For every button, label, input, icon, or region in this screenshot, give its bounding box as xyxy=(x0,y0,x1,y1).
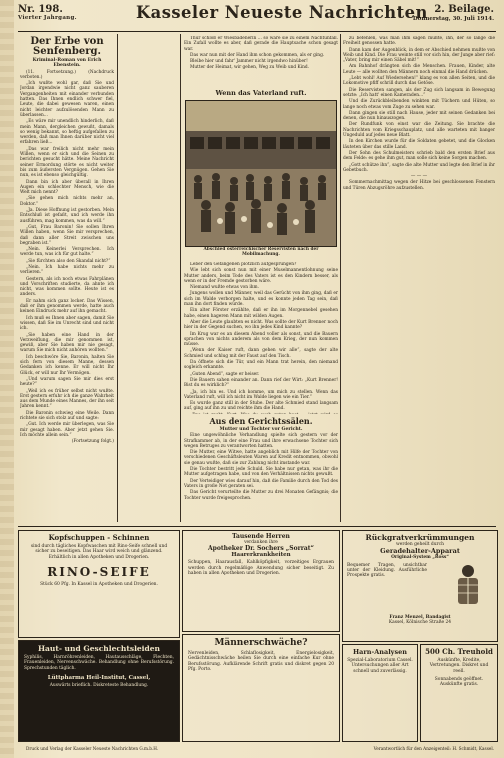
novel-column xyxy=(20,36,114,522)
right-paragraph: Der Sohn des Schulmeisters schrieb bald den ersten Brief aus dem Felde: es gehe ihm gut, man solle sich keine Sorgen machen. xyxy=(343,150,495,162)
story-paragraph: „Ja, ich bin es. Und ich komme, um mich zu stellen. Wenn das Vaterland ruft, will ich nicht im Walde liegen wie ein Tier.“ xyxy=(184,389,338,400)
right-paragraph: Am Bahnhof drängten sich die Menschen. Frauen, Kinder, alte Leute — alle wollten den Männern noch einmal die Hand drücken. xyxy=(343,64,495,75)
ad-body: Syphilis, Harnröhrenleiden, Hautausschläge, Flechten, Frauenleiden, Nervenschwäche. Behandlung ohne Berufsstörung. Sprechstunden täglich. xyxy=(24,655,174,671)
novel-paragraph: „Das war freilich nicht mehr mein Willen, wenn er sich und die Seinen zu berichten gesucht hätte. Meine Nachricht seiner Ermordung störte es nicht weiter bis zum äußersten Vergnügen. Gehen Sie nun, es ist ebenso gleichgültig. xyxy=(20,146,114,179)
ad-treuhold xyxy=(420,644,498,742)
novel-paragraph: Gestern, als ich noch etwas Fahrplänen und Vorschriften studierte, da ahnte ich nicht, was kommen sollte. Heute ist es anders. xyxy=(20,276,114,298)
masthead-rule xyxy=(18,31,496,32)
right-column xyxy=(343,36,495,522)
ad-body: Bequemer Tragen, unsichtbar unter der Kleidung. Ausführliche Prospekte gratis. xyxy=(347,562,427,579)
story-paragraph: Niemand wußte etwas von ihm. xyxy=(190,285,259,291)
novel-paragraph: „Ich wußte wohl gar, daß Sie und Jordan irgendwie nicht ganz sauberen Vergangenheiten mit einander verbunden hatten. Das Ihnen endlich schwer fiel, Leute, die dabei gewesen waren, einen nicht leichter aufzulösenden Mann zu überlassen... xyxy=(20,81,114,118)
separator: — — — xyxy=(410,174,428,180)
ad-line: verdanken ihre xyxy=(244,540,278,545)
ad-title: Kopfschuppen - Schinnen xyxy=(48,533,150,542)
ad-body: Auskünfte, Kredite, Vertretungen. Diskret und reell. xyxy=(429,658,489,674)
page-footer xyxy=(26,744,494,756)
right-paragraph: Dann kam der Augenblick, in dem er Abschied nehmen mußte von Weib und Kind. Die Frau weinte still vor sich hin, der Junge aber rief: „Vater, bring mir einen Säbel mit!“ xyxy=(343,47,495,64)
volume: Vierter Jahrgang. xyxy=(18,15,77,21)
ad-harn xyxy=(342,644,418,742)
right-note: Sommernachmittag wegen der Hitze bei geschlossenen Fenstern und Türen Abzugsröhre aufzustellen. xyxy=(343,180,495,191)
novel-paragraph: „Sie haben eine Hand in der Verzweiflung, die mir genommen ist, gewiß, aber Sie haben mir nie gesagt, warum Sie mich nicht anhören wollten.“ xyxy=(20,332,114,354)
blurb-paragraph: Das war nun mit der Hand ihm schon gekommen, als er ging. xyxy=(190,52,325,58)
court-paragraph: Der Verteidiger wies darauf hin, daß die Familie durch den Tod des Vaters in große Not geraten sei. xyxy=(184,478,338,489)
photo-illustration xyxy=(186,101,336,246)
right-paragraph: Der Rundfunk von einst war die Zeitung. Sie brachte die Nachrichten vom Kriegsschauplatz, und alle warteten mit banger Ungeduld auf jedes neue Blatt. xyxy=(343,122,495,139)
ad-body: sind durch tägliches Kopfwaschen mit Rino-Seife schnell und sicher zu beseitigen. Das Haar wird weich und glänzend. Erhältlich in allen Apotheken und Drogerien. xyxy=(30,544,168,560)
court-paragraph: Die Mutter, eine Witwe, hatte angeblich mit Hilfe der Tochter von verschiedenen Geschäftsleuten Waren auf Kredit entnommen, obwohl sie genau wußte, daß sie zur Zahlung nicht imstande war. xyxy=(184,450,338,466)
novel-continued: (Fortsetzung folgt.) xyxy=(71,439,114,445)
ad-head: Tausende Herren xyxy=(232,533,290,540)
ad-title: 500 Ch. Treuhold xyxy=(425,647,493,656)
ad-haut xyxy=(18,640,180,742)
blurb-paragraph: Thür schloß er Wiesbadenerin ... so wäre sie zu einem Nachtunfall. Ein Zufall wollte es aber, daß gerade die Hauptsache schon gesagt war. xyxy=(184,36,338,52)
ad-footer: Sonnabends geöffnet. Auskünfte gratis. xyxy=(434,676,484,688)
ad-body: Spezial-Laboratorium Cassel. Untersuchungen aller Art schnell und zuverlässig. xyxy=(347,658,413,674)
novel-paragraph: „Es wäre mir unendlich hinderlich, daß mein Mann, dergleichen gewußt, damals so wenig bekannt, so heftig aufgefallen zu werden, daß man Ihnen darüber nicht viel erfahren ließ... xyxy=(20,119,114,146)
right-paragraph: Die Reservisten sangen, als der Zug sich langsam in Bewegung setzte: „Ich hatt' einen Kameraden...“ xyxy=(343,87,495,98)
novel-paragraph: „Ja. Diese Hoffnung ist gestorben. Mein Entschluß ist gefaßt, und ich werde ihn ausführen, mag kommen, was da will.“ xyxy=(20,208,114,224)
blurb-paragraph: Mutter der Heimat, wir gehen, Weg zu Weib und Kind. xyxy=(190,65,309,71)
ad-line: werden geheilt durch xyxy=(396,542,444,547)
court-paragraph: Eine ungewöhnliche Verhandlung spielte sich gestern vor der Strafkammer ab, in der eine Frau und ihre erwachsene Tochter sich wegen Betruges zu verantworten hatten. xyxy=(184,433,338,449)
story-paragraph: „Wenn der Kaiser ruft, dann gehen wir alle“, sagte der alte Schmied und schlug mit der Faust auf den Tisch. xyxy=(184,348,338,359)
ad-footer: Auswärts brieflich. Diskreteste Behandlung. xyxy=(49,682,149,688)
ad-title: Männerschwäche? xyxy=(214,638,308,648)
reservists-photo xyxy=(185,100,337,247)
story-paragraph xyxy=(184,413,338,414)
ad-maenner xyxy=(182,634,340,742)
issue-date: Donnerstag, 30. Juli 1914. xyxy=(412,16,494,22)
right-paragraph: Und die Zurückbleibenden winkten mit Tüchern und Hüten, so lange noch etwas vom Zuge zu sehen war. xyxy=(343,99,495,110)
ad-body: Schuppen, Haarausfall, Kahlköpfigkeit, vorzeitiges Ergrauen werden durch regelmäßige Anwendung sicher beseitigt. Zu haben in allen Apotheken und Drogerien. xyxy=(188,560,334,576)
footer-right: Verantwortlich für den Anzeigenteil: H. Schmidt, Kassel. xyxy=(373,746,494,751)
novel-paragraph: Die Baronin schwieg eine Weile. Dann richtete sie sich stolz auf und sagte: xyxy=(20,410,114,421)
ad-apotheker xyxy=(182,530,340,632)
court-title: Aus den Gerichtssälen. xyxy=(209,416,313,426)
story-paragraph: Es wurde ganz still in der Stube. Der alte Schmied stand langsam auf, ging auf ihn zu und reichte ihm die Hand. xyxy=(184,401,338,412)
column-rule xyxy=(180,34,181,522)
court-paragraph: Das Gericht verurteilte die Mutter zu drei Monaten Gefängnis; die Tochter wurde freigesprochen. xyxy=(184,490,338,501)
blurb-paragraph: Bleibe hier und fahr' Jammer nicht irgendwo hinüber! xyxy=(190,59,308,65)
ad-brand: RINO-SEIFE xyxy=(47,564,151,579)
novel-paragraph: „Und warum sagen Sie mir dies erst heute?“ xyxy=(20,376,114,388)
novel-paragraph: „Sie gehen mich nichts mehr an, Doktor.“ xyxy=(20,196,114,207)
novel-paragraph: „Sie fürchten also den Skandal nicht?“ xyxy=(26,258,111,264)
masthead xyxy=(18,4,496,26)
brace-figure-icon xyxy=(443,563,493,613)
ad-title: Harn-Analysen xyxy=(353,648,407,656)
torn-edge xyxy=(0,0,14,758)
ad-rueckgrat xyxy=(342,530,498,642)
novel-paragraph: „Nein. Keinerlei Versprechen. Ich werde tun, was ich für gut halte.“ xyxy=(20,247,114,258)
ad-title: Haut- und Geschlechtsleiden xyxy=(37,644,161,653)
ad-institute: Lüttpharma Heil-Institut, Cassel, xyxy=(47,674,151,681)
right-paragraph: „Lebt wohl! Auf Wiedersehen!“ klang es von allen Seiten, und die Lokomotive pfiff schrill durch das Getöse. xyxy=(343,76,495,87)
ads-divider xyxy=(18,526,496,527)
supplement-label: 2. Beilage. xyxy=(434,4,494,15)
right-paragraph: „Gott schütze ihn“, sagte die alte Mutter und legte den Brief in ihr Gebetbuch. xyxy=(343,162,495,173)
story-paragraph: Die Bauern sahen einander an. Dann rief der Wirt: „Kurt Brenner! Bist du es wirklich?“ xyxy=(184,377,338,389)
ad-subtitle: Original-System „Ross“ xyxy=(391,555,449,561)
ad-footer: Stück 60 Pfg. In Kassel in Apotheken und Drogerien. xyxy=(40,581,158,587)
story-paragraph: „Guten Abend“, sagte er heiser. xyxy=(190,371,260,377)
story-paragraph: Ein alter Förster erzählte, daß er ihn im Morgennebel gesehen habe, einen hageren Mann mit wilden Augen. xyxy=(184,308,338,319)
newspaper-title: Kasseler Neueste Nachrichten xyxy=(136,3,428,23)
ad-product: Geradehalter-Apparat xyxy=(380,547,460,556)
novel-subtitle: Kriminal-Roman von Erich Ebenstein. xyxy=(32,58,102,69)
story-paragraph: Da öffnete sich die Tür, und ein Mann trat herein, den niemand sogleich erkannte. xyxy=(184,360,338,371)
ad-product: Haarerkrankheiten xyxy=(231,552,291,559)
ad-address: Kassel, Kölnische Straße 24 xyxy=(388,619,452,625)
ad-kopfschuppen xyxy=(18,530,180,638)
novel-paragraph: „Weil ich es früher selbst nicht wußte. Erst gestern erfuhr ich die ganze Wahrheit aus dem Munde eines Mannes, der ihn seit Jahren kennt.“ xyxy=(20,388,114,410)
footer-left: Druck und Verlag der Kasseler Neueste Nachrichten G.m.b.H. xyxy=(26,746,159,751)
novel-paragraph: Dann bin ich aber überall in Ihren Augen ein schlechter Mensch, wie die Welt mich nennt? xyxy=(20,179,114,196)
right-paragraph: In den Kirchen wurde für die Soldaten gebetet, und die Glocken läuteten über das stille Land. xyxy=(343,139,495,150)
story-paragraph: Leber den Gefangenen plötzlich aufgesprungen? xyxy=(190,262,297,267)
top-blurb xyxy=(184,36,338,86)
ad-name: Apotheker Dr. Sochers „Sorrat“ xyxy=(207,545,315,553)
novel-paragraph: „Nein. Ich habe nichts mehr zu verlieren.“ xyxy=(20,264,114,276)
ad-body: Nervenleiden, Schlaflosigkeit, Energielosigkeit, Gedächtnisschwäche heilen Sie durch eine einfache Kur ohne Berufsstörung. Aufklärende Schrift gratis und diskret gegen 20 Pfg. Porto. xyxy=(188,651,334,672)
picture-caption: Abschied österreichischer Reservisten nach der Mobilmachung. xyxy=(203,247,319,258)
novel-paragraph: Ich beschwöre Sie, Baronin, halten Sie sich fern von diesem Manne, dessen Gedanken ich kenne. Er will nicht Ihr Glück, er will nur Ihr Vermögen. xyxy=(20,354,114,376)
novel-paragraph: (11. Fortsetzung.) (Nachdruck verboten.) xyxy=(20,69,114,80)
novel-title: Der Erbe von Senfenberg. xyxy=(30,36,104,57)
picture-title: Wenn das Vaterland ruft. xyxy=(215,89,307,97)
ad-title: Rückgratverkrümmungen xyxy=(365,533,475,542)
column-rule xyxy=(340,34,341,522)
main-story xyxy=(184,262,338,414)
right-paragraph: Dann gingen sie still nach Hause, jeder mit seinen Gedanken bei denen, die nun hinauszogen. xyxy=(343,110,495,122)
novel-paragraph: Er nahm sich ganz locker. Das Wissen, daß er ihm genommen werde, hatte auch keinen Eindruck mehr auf ihn gemacht. xyxy=(20,298,114,315)
ad-maker: Franz Menzel, Bandagist xyxy=(389,614,451,620)
right-paragraph: zu befehlen, was man ihm sagen mußte, ihn, der so lange die Freiheit genossen hatte. xyxy=(343,36,495,47)
court-section xyxy=(184,416,338,522)
story-paragraph: Aber die Leute glaubten es nicht. Was sollte der Kurt Brenner noch hier in der Gegend suchen, wo ihn jedes Kind kannte? xyxy=(184,319,338,331)
novel-paragraph: Ich muß es Ihnen aber sagen, damit Sie wissen, daß Sie im Unrecht sind und nicht ich. xyxy=(20,315,114,332)
story-paragraph: Wie lebt sich sonst nun mit einer Muselmannentlohnung seine Mutter anders, beim Tode des Vaters ist es den Kindern besser, als wenn er in der Fremde gestorben wäre. xyxy=(184,268,338,284)
novel-paragraph: „Gut, Frau Baronin! Sie sollen Ihren Willen haben, wenn Sie mir versprechen, daß dann aller Streit zwischen uns begraben ist.“ xyxy=(20,224,114,246)
story-paragraph: Im Krug war es an diesem Abend voller als sonst, und die Bauern sprachen von nichts anderem als von dem Krieg, der nun kommen müsse. xyxy=(184,331,338,348)
issue-number: Nr. 198. xyxy=(18,4,63,15)
story-paragraph: Jungens wollen und Männer, weil das Gerücht von ihm ging, daß er sich im Walde verborgen halte, und es konnte jeden Tag sein, daß man ihn dort finden würde. xyxy=(184,291,338,308)
court-subtitle: Mutter und Tochter vor Gericht. xyxy=(219,427,303,432)
novel-paragraph: „Gut. Ich werde mir überlegen, was Sie mir gesagt haben. Aber jetzt gehen Sie. Ich möchte allein sein.“ xyxy=(20,422,114,438)
column-rule xyxy=(117,34,118,522)
court-paragraph: Die Tochter bestritt jede Schuld. Sie habe nur getan, was ihr die Mutter aufgetragen habe, und von den Verhältnissen nichts gewußt. xyxy=(184,467,338,478)
